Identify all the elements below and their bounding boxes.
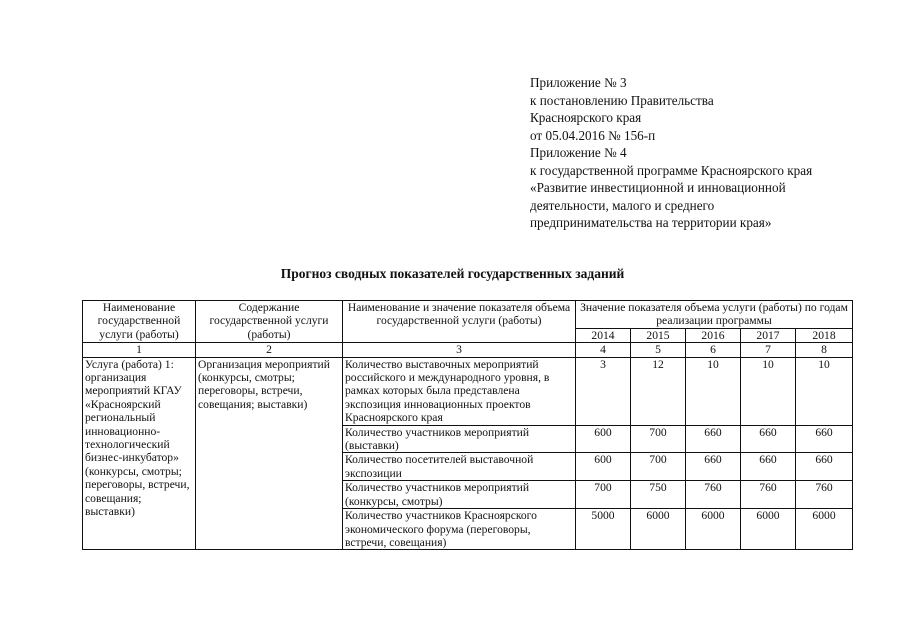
header-value-group: Значение показателя объема услуги (работы) по годам реализации программы bbox=[576, 301, 853, 329]
appendix-line: «Развитие инвестиционной и инновационной bbox=[530, 180, 786, 196]
appendix-line: деятельности, малого и среднего bbox=[530, 197, 715, 213]
document-title: Прогноз сводных показателей государственных заданий bbox=[280, 266, 625, 281]
value-cell: 600 bbox=[576, 453, 631, 481]
column-index: 2 bbox=[196, 343, 343, 357]
value-cell: 6000 bbox=[686, 509, 741, 550]
value-cell: 6000 bbox=[741, 509, 796, 550]
indicator-cell: Количество участников Красноярского экономического форума (переговоры, встречи, совещания) bbox=[343, 509, 576, 550]
appendix-line: Красноярского края bbox=[530, 110, 642, 126]
indicator-cell: Количество участников мероприятий (выставки) bbox=[343, 425, 576, 453]
appendix-line: к постановлению Правительства bbox=[530, 92, 714, 108]
column-index: 7 bbox=[741, 343, 796, 357]
value-cell: 660 bbox=[741, 425, 796, 453]
header-year: 2015 bbox=[631, 328, 686, 342]
indicators-table bbox=[82, 300, 853, 550]
value-cell: 750 bbox=[631, 481, 686, 509]
appendix-line: предпринимательства на территории края» bbox=[530, 215, 772, 231]
appendix-4-header bbox=[530, 144, 812, 232]
value-cell: 12 bbox=[631, 357, 686, 425]
header-service-content: Содержание государственной услуги (работы) bbox=[196, 301, 343, 343]
header-year: 2017 bbox=[741, 328, 796, 342]
column-index: 1 bbox=[83, 343, 196, 357]
indicator-cell: Количество выставочных мероприятий российского и международного уровня, в рамках которых была представлена экспозиция инновационных проектов Красноярского края bbox=[343, 357, 576, 425]
appendix-3-header bbox=[530, 74, 714, 144]
value-cell: 3 bbox=[576, 357, 631, 425]
value-cell: 660 bbox=[741, 453, 796, 481]
column-index: 5 bbox=[631, 343, 686, 357]
column-index-row bbox=[83, 343, 853, 357]
table-row bbox=[83, 357, 853, 425]
value-cell: 10 bbox=[796, 357, 853, 425]
value-cell: 6000 bbox=[631, 509, 686, 550]
value-cell: 660 bbox=[796, 453, 853, 481]
header-service-name: Наименование государственной услуги (работы) bbox=[83, 301, 196, 343]
header-row bbox=[83, 301, 853, 329]
header-indicator: Наименование и значение показателя объема государственной услуги (работы) bbox=[343, 301, 576, 343]
value-cell: 6000 bbox=[796, 509, 853, 550]
value-cell: 10 bbox=[686, 357, 741, 425]
column-index: 8 bbox=[796, 343, 853, 357]
value-cell: 760 bbox=[796, 481, 853, 509]
value-cell: 700 bbox=[576, 481, 631, 509]
indicator-cell: Количество посетителей выставочной экспозиции bbox=[343, 453, 576, 481]
appendix-line: от 05.04.2016 № 156-п bbox=[530, 127, 656, 143]
indicator-cell: Количество участников мероприятий (конкурсы, смотры) bbox=[343, 481, 576, 509]
value-cell: 700 bbox=[631, 453, 686, 481]
value-cell: 700 bbox=[631, 425, 686, 453]
column-index: 6 bbox=[686, 343, 741, 357]
column-index: 3 bbox=[343, 343, 576, 357]
appendix-line: Приложение № 3 bbox=[530, 75, 627, 90]
value-cell: 660 bbox=[686, 425, 741, 453]
service-content-cell: Организация мероприятий (конкурсы, смотры; переговоры, встречи, совещания; выставки) bbox=[196, 357, 343, 550]
value-cell: 600 bbox=[576, 425, 631, 453]
value-cell: 660 bbox=[686, 453, 741, 481]
header-year: 2014 bbox=[576, 328, 631, 342]
value-cell: 760 bbox=[741, 481, 796, 509]
value-cell: 5000 bbox=[576, 509, 631, 550]
service-name-cell: Услуга (работа) 1: организация мероприятий КГАУ «Красноярский региональный инновационно-технологический бизнес-инкубатор» (конкурсы, смотры; переговоры, встречи, совещания; выставки) bbox=[83, 357, 196, 550]
value-cell: 660 bbox=[796, 425, 853, 453]
value-cell: 10 bbox=[741, 357, 796, 425]
appendix-line: к государственной программе Красноярского края bbox=[530, 162, 813, 178]
column-index: 4 bbox=[576, 343, 631, 357]
value-cell: 760 bbox=[686, 481, 741, 509]
header-year: 2016 bbox=[686, 328, 741, 342]
appendix-line: Приложение № 4 bbox=[530, 145, 627, 160]
header-year: 2018 bbox=[796, 328, 853, 342]
